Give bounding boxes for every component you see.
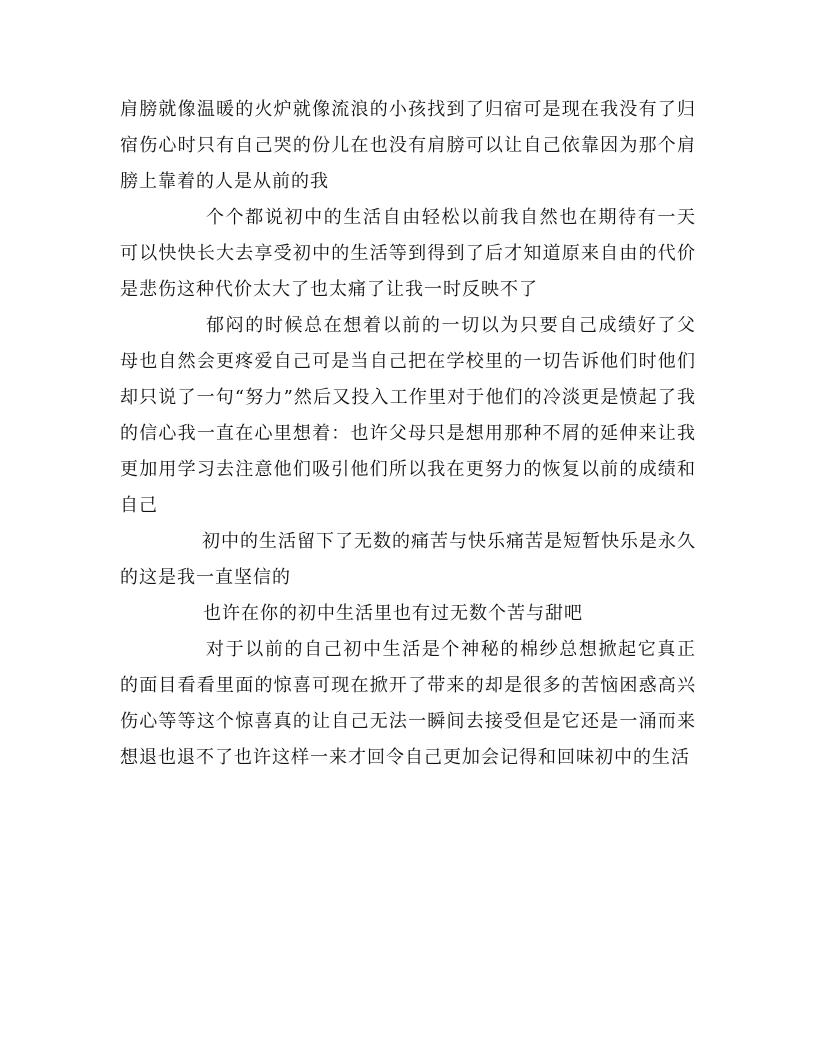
- paragraph-4: 初中的生活留下了无数的痛苦与快乐痛苦是短暂快乐是永久的这是我一直坚信的: [120, 531, 696, 588]
- paragraph-3: 郁闷的时候总在想着以前的一切以为只要自己成绩好了父母也自然会更疼爱自己可是当自己把在学校里的一切告诉他们时他们却只说了一句“努力”然后又投入工作里对于他们的冷淡更是愤起了我的信心我一直在心里想着：也许父母只是想用那种不屑的延伸来让我更加用学习去注意他们吸引他们所以我在更努力的恢复以前的成绩和自己: [120, 315, 696, 516]
- paragraph-6: 对于以前的自己初中生活是个神秘的棉纱总想掀起它真正的面目看看里面的惊喜可现在掀开了带来的却是很多的苦恼困惑高兴伤心等等这个惊喜真的让自己无法一瞬间去接受但是它还是一涌而来想退也退不了也许这样一来才回令自己更加会记得和回味初中的生活: [120, 639, 696, 768]
- paragraph-5: 也许在你的初中生活里也有过无数个苦与甜吧: [203, 603, 583, 624]
- paragraph-1: 肩膀就像温暖的火炉就像流浪的小孩找到了归宿可是现在我没有了归宿伤心时只有自己哭的份儿在也没有肩膀可以让自己依靠因为那个肩膀上靠着的人是从前的我: [120, 99, 696, 192]
- document-body: [120, 92, 696, 776]
- paragraph-2: 个个都说初中的生活自由轻松以前我自然也在期待有一天可以快快长大去享受初中的生活等到得到了后才知道原来自由的代价是悲伤这种代价太大了也太痛了让我一时反映不了: [120, 207, 696, 300]
